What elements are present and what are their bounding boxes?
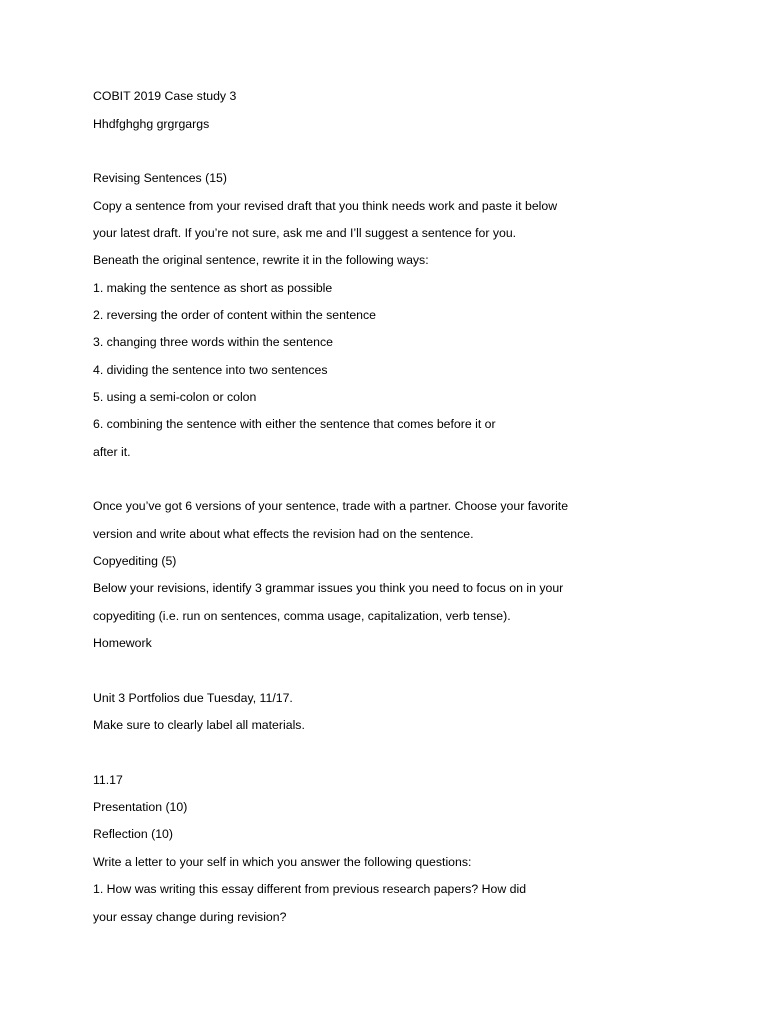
list-item: 1. making the sentence as short as possible bbox=[93, 281, 333, 295]
list-item-continuation: your essay change during revision? bbox=[93, 910, 287, 924]
paragraph-line: Write a letter to your self in which you answer the following questions: bbox=[93, 855, 472, 869]
list-item: 2. reversing the order of content within the sentence bbox=[93, 308, 376, 322]
document-subtitle: Hhdfghghg grgrgargs bbox=[93, 117, 210, 131]
paragraph-line: Beneath the original sentence, rewrite it in the following ways: bbox=[93, 253, 429, 267]
section-heading-presentation: Presentation (10) bbox=[93, 800, 188, 814]
paragraph-line: Copy a sentence from your revised draft that you think needs work and paste it below bbox=[93, 199, 558, 213]
list-item-continuation: after it. bbox=[93, 445, 131, 459]
paragraph-line: Below your revisions, identify 3 grammar issues you think you need to focus on in your bbox=[93, 581, 564, 595]
paragraph-line: Unit 3 Portfolios due Tuesday, 11/17. bbox=[93, 691, 293, 705]
document-title: COBIT 2019 Case study 3 bbox=[93, 89, 237, 103]
list-item: 4. dividing the sentence into two sentences bbox=[93, 363, 328, 377]
paragraph-line: your latest draft. If you’re not sure, ask me and I’ll suggest a sentence for you. bbox=[93, 226, 517, 240]
section-heading-homework: Homework bbox=[93, 636, 152, 650]
paragraph-line: Once you’ve got 6 versions of your sentence, trade with a partner. Choose your favorite bbox=[93, 499, 569, 513]
paragraph-line: copyediting (i.e. run on sentences, comma usage, capitalization, verb tense). bbox=[93, 609, 511, 623]
paragraph-line: Make sure to clearly label all materials. bbox=[93, 718, 305, 732]
date-heading: 11.17 bbox=[93, 773, 123, 787]
paragraph-line: version and write about what effects the revision had on the sentence. bbox=[93, 527, 474, 541]
section-heading-reflection: Reflection (10) bbox=[93, 827, 173, 841]
section-heading-copyediting: Copyediting (5) bbox=[93, 554, 177, 568]
list-item: 3. changing three words within the sentence bbox=[93, 335, 333, 349]
section-heading-revising-sentences: Revising Sentences (15) bbox=[93, 171, 227, 185]
list-item: 5. using a semi-colon or colon bbox=[93, 390, 257, 404]
list-item: 1. How was writing this essay different from previous research papers? How did bbox=[93, 882, 527, 896]
list-item: 6. combining the sentence with either the sentence that comes before it or bbox=[93, 417, 496, 431]
